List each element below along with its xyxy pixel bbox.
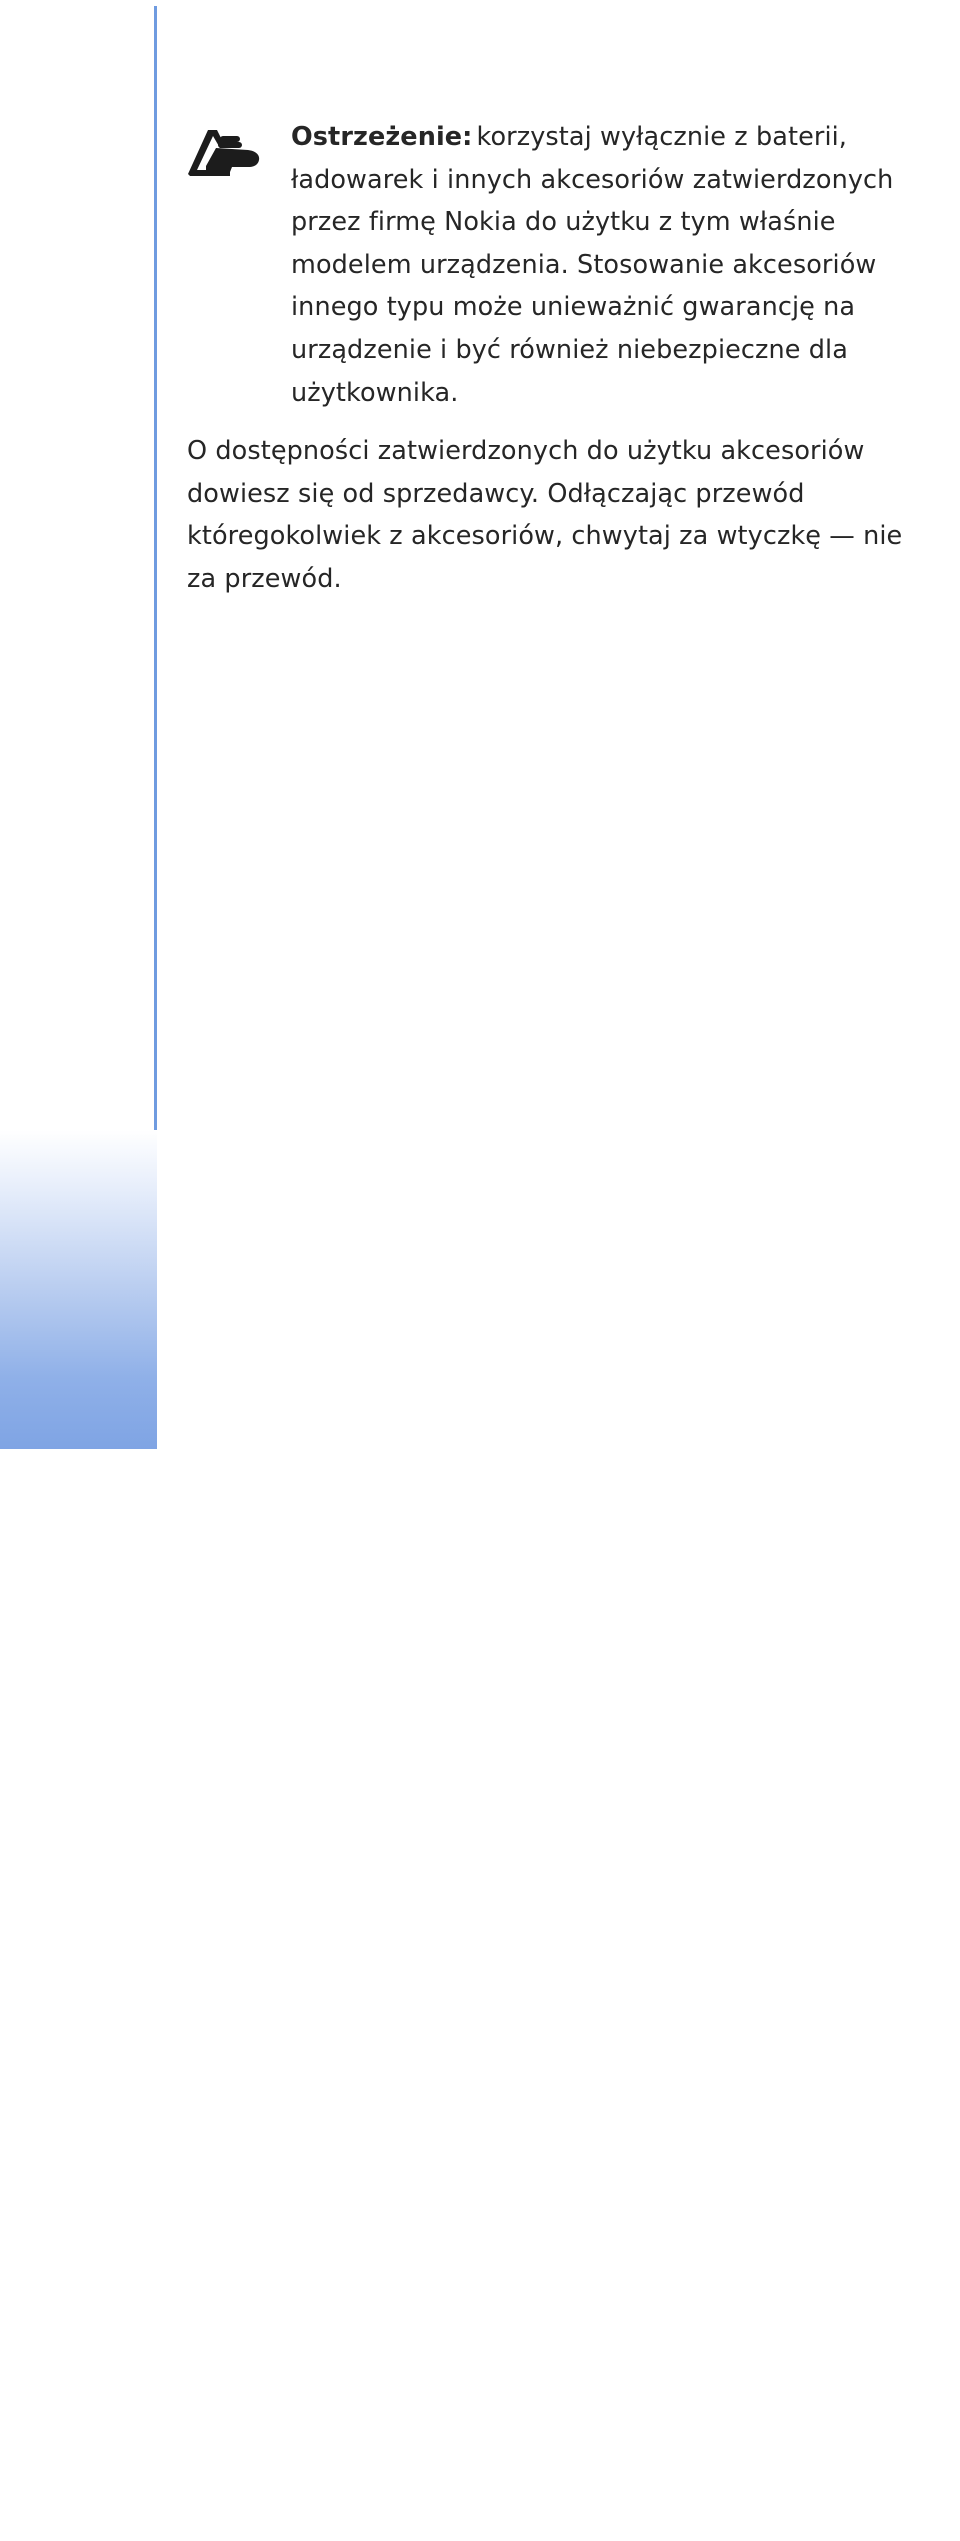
warning-note	[291, 116, 956, 414]
paragraph-line: dowiesz się od sprzedawcy. Odłączając przewód	[187, 478, 805, 509]
warning-label: Ostrzeżenie:	[291, 122, 473, 152]
page-number: 10	[48, 2480, 109, 2538]
warning-text: korzystaj wyłącznie z baterii,	[476, 122, 848, 152]
warning-line: przez firmę Nokia do użytku z tym właśnie	[291, 207, 836, 238]
warning-hand-icon	[186, 124, 262, 180]
page-number-tab	[0, 1130, 157, 2538]
warning-line: modelem urządzenia. Stosowanie akcesoriów	[291, 249, 877, 280]
warning-line: ładowarek i innych akcesoriów zatwierdzonych	[291, 164, 894, 195]
warning-line: użytkownika.	[291, 377, 459, 408]
paragraph-line: O dostępności zatwierdzonych do użytku akcesoriów	[187, 436, 865, 466]
warning-line	[291, 116, 956, 159]
paragraph-line: za przewód.	[187, 563, 342, 594]
paragraph-line: któregokolwiek z akcesoriów, chwytaj za wtyczkę — nie	[187, 521, 903, 552]
accessories-paragraph	[187, 430, 959, 600]
warning-line: urządzenie i być również niebezpieczne dla	[291, 334, 848, 365]
warning-line: innego typu może unieważnić gwarancję na	[291, 292, 856, 323]
